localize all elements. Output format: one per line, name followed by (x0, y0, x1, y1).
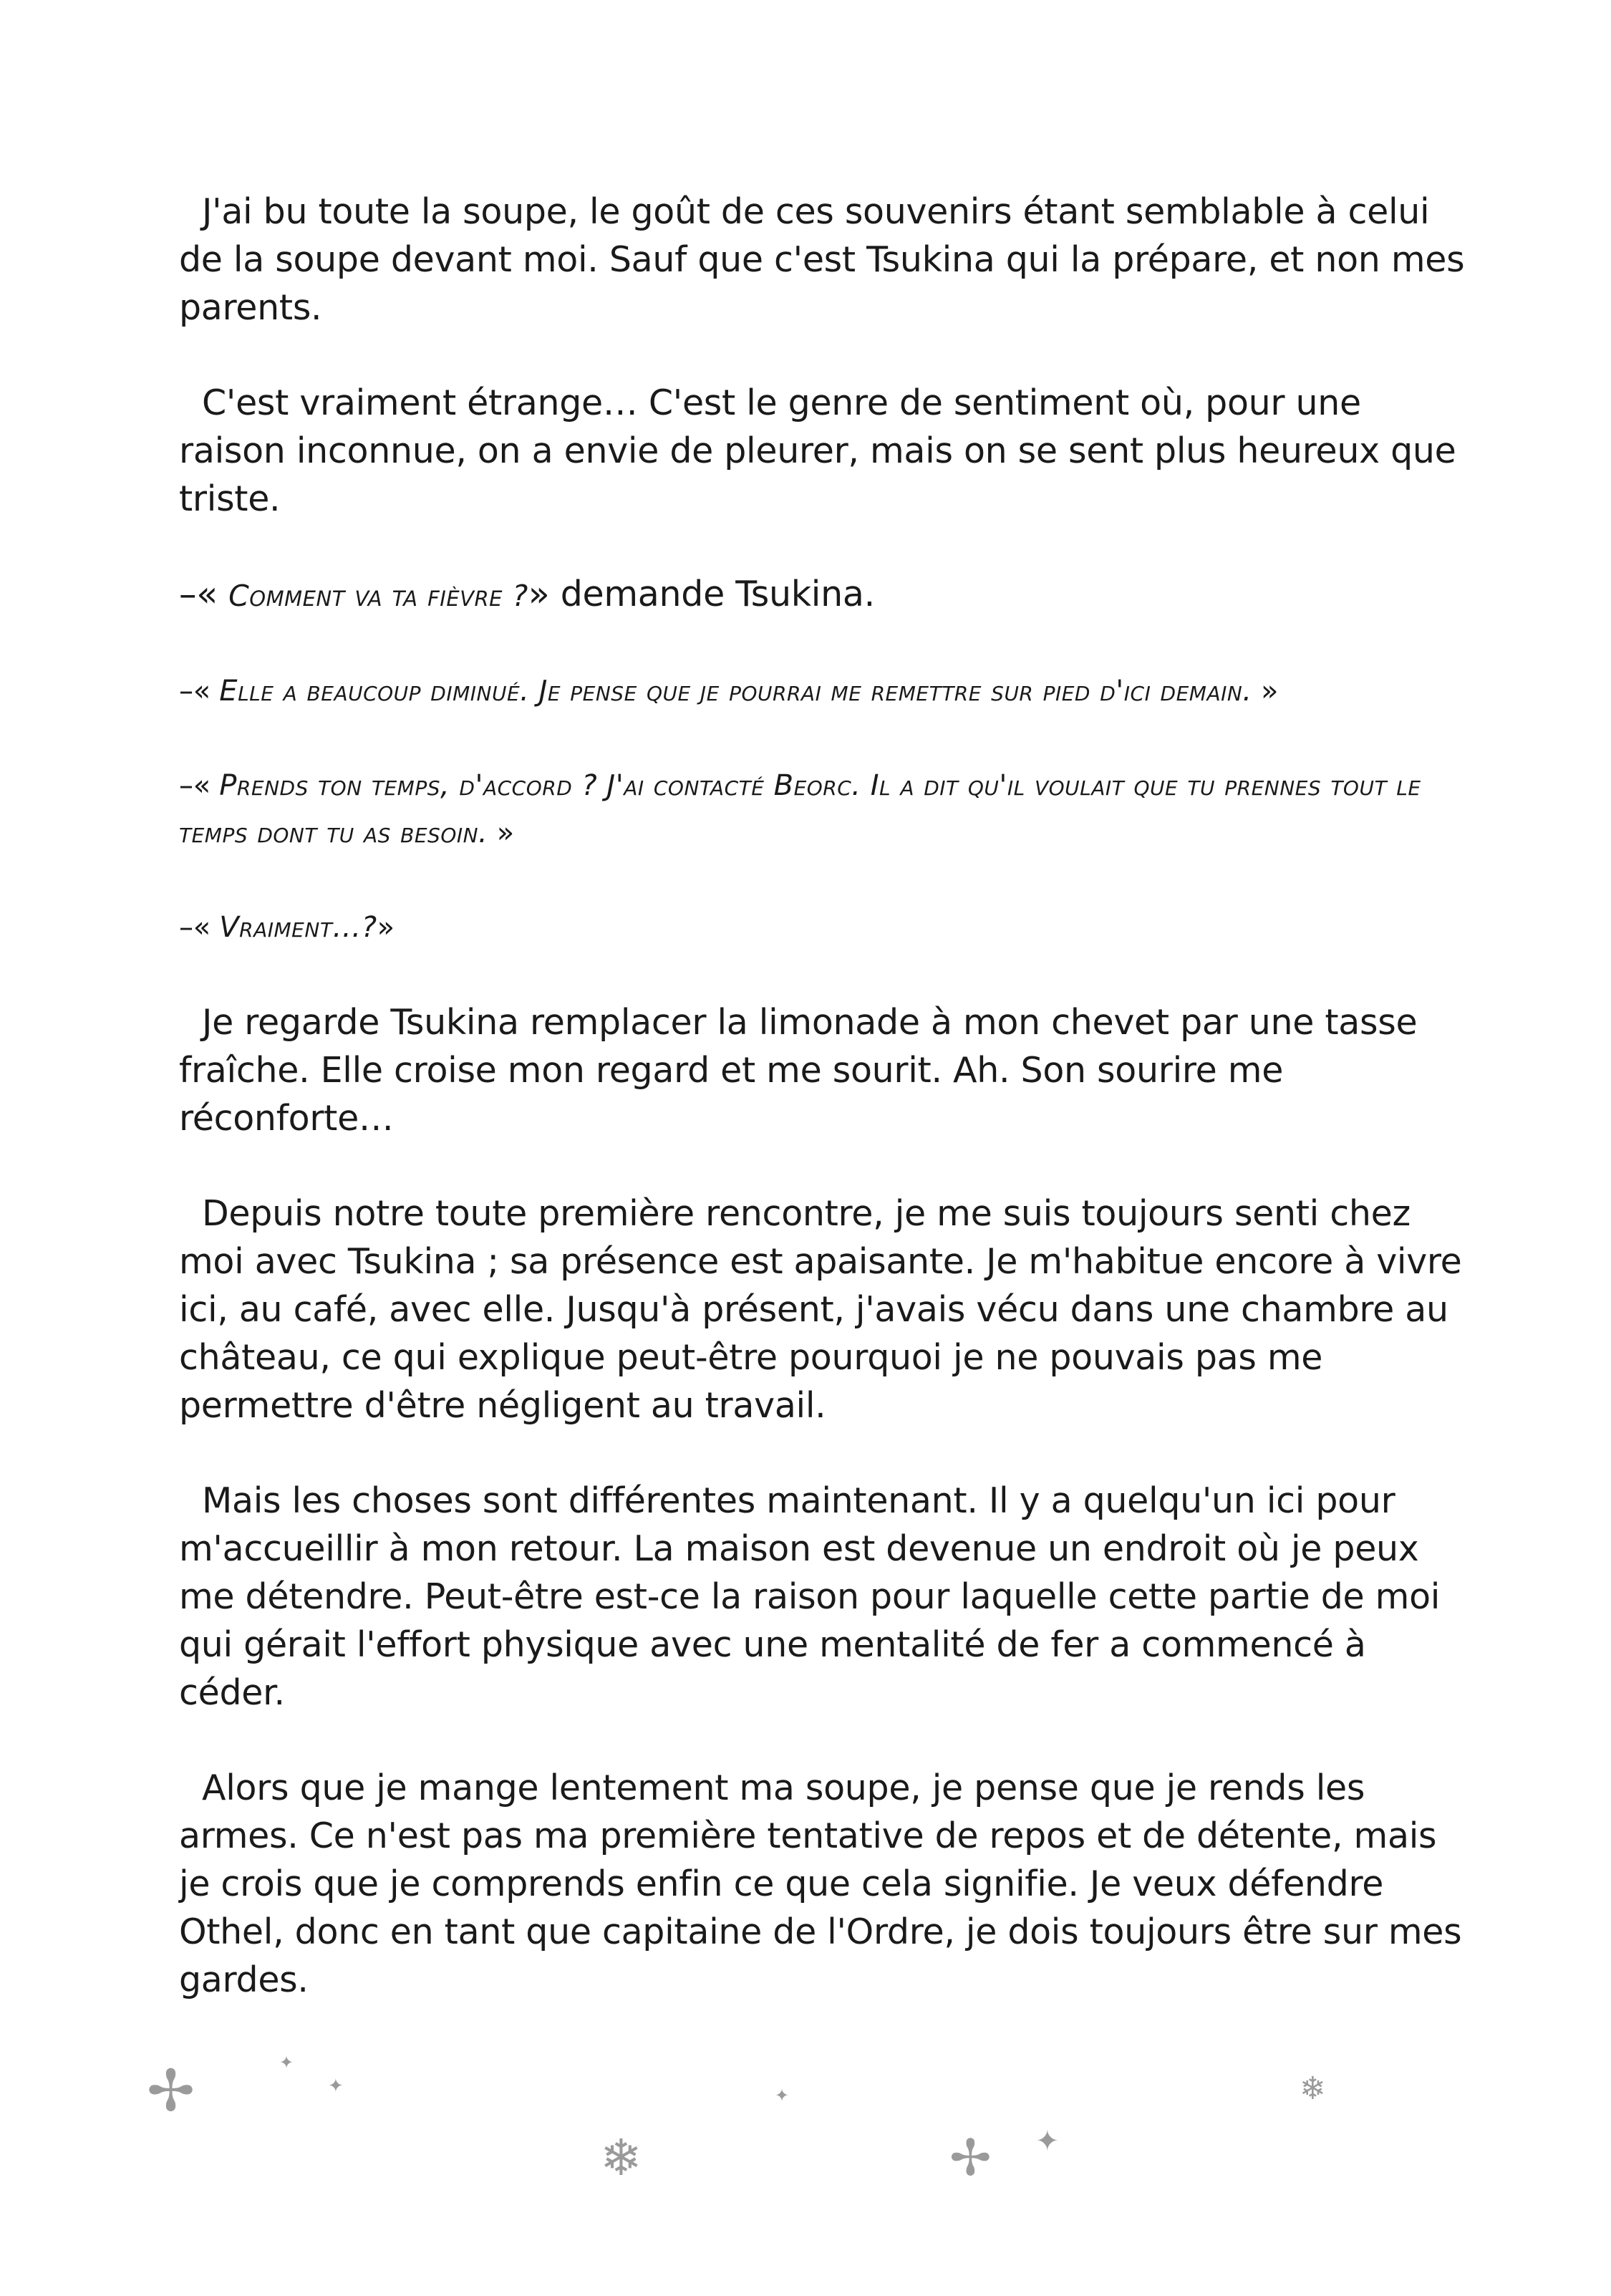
dialogue-speech: Comment va ta fièvre ? (228, 579, 528, 613)
dialogue-open: –« (179, 675, 220, 708)
dialogue-speech: Elle a beaucoup diminué. Je pense que je pourrai me remettre sur pied d'ici demain. (219, 675, 1252, 708)
paragraph-soup-memories: J'ai bu toute la soupe, le goût de ces souvenirs étant semblable à celui de la soupe devant moi. Sauf que c'est Tsukina qui la prépare, et non mes parents. (179, 191, 1465, 328)
page-content (179, 188, 1468, 2051)
paragraph-things-different: Mais les choses sont différentes maintenant. Il y a quelqu'un ici pour m'accueillir à mon retour. La maison est devenue un endroit où je peux me détendre. Peut-être est-ce la raison pour laquelle cette partie de moi qui gérait l'effort physique avec une mentalité de fer a commencé à céder. (179, 1480, 1441, 1713)
dialogue-speech: Vraiment…? (219, 911, 377, 944)
dialogue-open: –« (179, 911, 220, 944)
sparkle-cross-icon: ✢ (949, 2128, 992, 2187)
snowflake-icon: ❄ (1300, 2070, 1326, 2107)
dialogue-close: » (377, 911, 395, 944)
paragraph-lemonade: Je regarde Tsukina remplacer la limonade à mon chevet par une tasse fraîche. Elle croise mon regard et me sourit. Ah. Son sourire me réconforte… (179, 1002, 1418, 1139)
dialogue-fever-answer (179, 667, 1468, 715)
dialogue-close: » demande Tsukina. (528, 574, 875, 614)
dialogue-close: » (1252, 675, 1279, 708)
dialogue-open: –« (179, 769, 220, 802)
paragraph-first-meeting: Depuis notre toute première rencontre, je me suis toujours senti chez moi avec Tsukina ; sa présence est apaisante. Je m'habitue encore à vivre ici, au café, avec elle. Jusqu'à présent, j'avais vécu dans une chambre au château, ce qui explique peut-être pourquoi je ne pouvais pas me permettre d'être négligent au travail. (179, 1193, 1462, 1426)
snowflake-icon: ❄ (600, 2128, 642, 2187)
dialogue-take-your-time (179, 762, 1468, 857)
sparkle-star-icon: ✦ (328, 2075, 344, 2097)
paragraph-eating-soup: Alors que je mange lentement ma soupe, je pense que je rends les armes. Ce n'est pas ma première tentative de repos et de détente, mais je crois que je comprends enfin ce que cela signifie. Je veux défendre Othel, donc en tant que capitaine de l'Ordre, je dois toujours être sur mes gardes. (179, 1767, 1462, 2000)
sparkle-star-icon: ✦ (279, 2053, 294, 2073)
dialogue-open: –« (179, 574, 229, 614)
dialogue-fever-question (179, 570, 1468, 620)
dialogue-close: » (488, 816, 514, 849)
paragraph-strange-feeling: C'est vraiment étrange… C'est le genre de sentiment où, pour une raison inconnue, on a envie de pleurer, mais on se sent plus heureux que triste. (179, 382, 1456, 519)
dialogue-really (179, 904, 1468, 951)
sparkle-star-icon: ✦ (775, 2085, 790, 2106)
sparkle-cross-icon: ✢ (147, 2058, 195, 2124)
dialogue-speech: Prends ton temps, d'accord ? J'ai contacté Beorc. Il a dit qu'il voulait que tu prennes tout le temps dont tu as besoin. (179, 769, 1421, 849)
sparkle-star-icon: ✦ (1035, 2125, 1060, 2158)
